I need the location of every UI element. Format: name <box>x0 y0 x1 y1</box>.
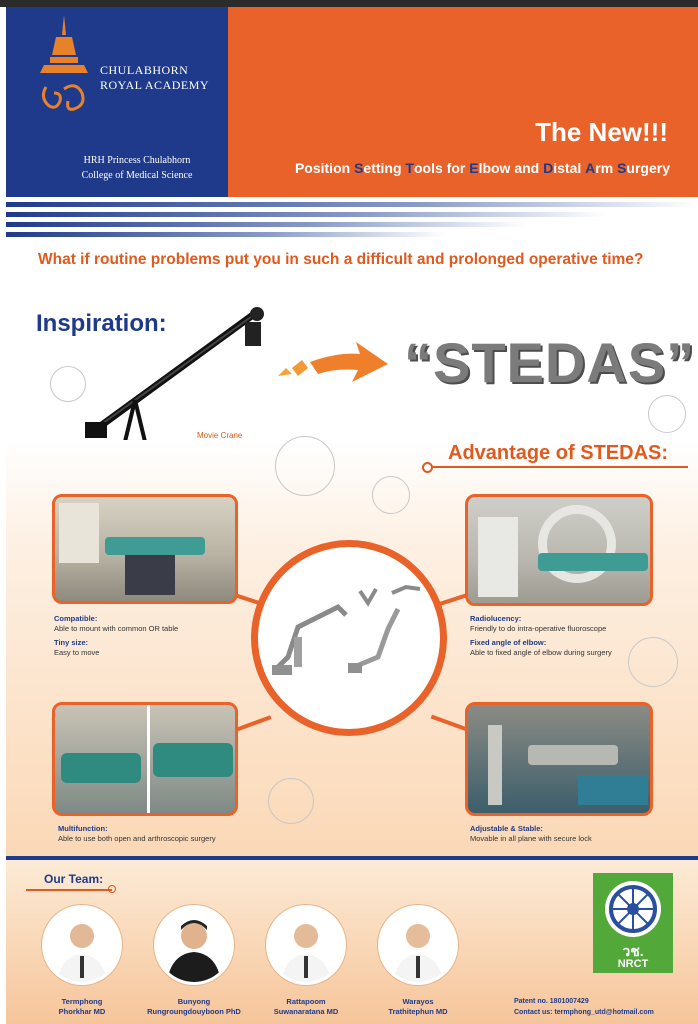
team-dot <box>108 885 116 893</box>
member-name <box>32 997 132 1017</box>
subtitle-part: etting <box>363 160 406 176</box>
college-line2: College of Medical Science <box>81 170 193 181</box>
crane-label: Movie Crane <box>197 431 243 440</box>
arm-sketch-icon <box>275 436 335 496</box>
hand-sketch-icon <box>648 395 686 433</box>
member-first-name: Warayos <box>402 997 434 1006</box>
member-last-name: Rungroungdouyboon PhD <box>147 1007 241 1016</box>
adjustable-photo <box>465 702 653 816</box>
contact-email: Contact us: termphong_utd@hotmail.com <box>514 1009 654 1016</box>
multi-title: Multifunction: <box>58 824 108 833</box>
member-first-name: Rattapoom <box>286 997 326 1006</box>
avatar <box>154 905 234 985</box>
elbow-sketch-icon <box>50 366 86 402</box>
radio-text: Friendly to do intra-operative fluoroscope <box>470 624 607 633</box>
adjustable-caption <box>470 824 592 844</box>
academy-logo-icon <box>36 15 92 125</box>
team-heading: Our Team: <box>44 872 104 886</box>
multifunction-photo <box>52 702 238 816</box>
subtitle-letter: A <box>585 160 596 176</box>
team-member <box>32 905 132 1017</box>
stedas-device-icon <box>258 547 440 729</box>
team-underline <box>26 889 112 891</box>
problem-question: What if routine problems put you in such a difficult and prolonged operative time? <box>38 251 644 268</box>
tiny-title: Tiny size: <box>54 638 89 647</box>
subtitle-letter: D <box>543 160 554 176</box>
subtitle-part: lbow and <box>478 160 544 176</box>
adjust-title: Adjustable & Stable: <box>470 824 543 833</box>
compatible-text: Able to mount with common OR table <box>54 624 179 633</box>
fluoroscope-photo <box>465 494 653 606</box>
member-last-name: Suwanaratana MD <box>273 1007 339 1016</box>
heading-dot <box>422 462 433 473</box>
heading-underline <box>426 466 688 468</box>
contact-info <box>514 996 654 1018</box>
member-first-name: Termphong <box>61 997 103 1006</box>
decorative-stripes <box>6 200 698 244</box>
multi-text: Able to use both open and arthroscopic surgery <box>58 834 216 843</box>
or-table-photo <box>52 494 238 604</box>
nrct-label: NRCT <box>617 958 649 970</box>
foot-sketch-icon <box>268 778 314 824</box>
subtitle-letter: T <box>405 160 414 176</box>
member-last-name: Trathitephun MD <box>388 1007 448 1016</box>
college-line1: HRH Princess Chulabhorn <box>83 155 191 166</box>
academy-panel <box>6 7 228 197</box>
stedas-device-circle <box>251 540 447 736</box>
radio-title: Radiolucency: <box>470 614 522 623</box>
member-first-name: Bunyong <box>177 997 211 1006</box>
academy-name <box>100 63 209 93</box>
subtitle-part: Position <box>294 160 355 176</box>
knee-sketch-icon <box>372 476 410 514</box>
hand-bones-sketch-icon <box>628 637 678 687</box>
avatar <box>42 905 122 985</box>
team-member <box>368 905 468 1017</box>
team-member <box>144 905 244 1017</box>
academy-line1: CHULABHORN <box>100 63 189 77</box>
product-name: “STEDAS” <box>404 331 696 394</box>
member-name <box>144 997 244 1017</box>
compatible-caption <box>54 614 178 658</box>
inspiration-heading: Inspiration: <box>36 310 167 337</box>
fixed-title: Fixed angle of elbow: <box>470 638 547 647</box>
avatar <box>266 905 346 985</box>
subtitle-letter: S <box>354 160 364 176</box>
fixed-text: Able to fixed angle of elbow during surgery <box>470 648 612 657</box>
radiolucency-caption <box>470 614 612 658</box>
subtitle-letter: S <box>617 160 627 176</box>
nrct-thai: วช. <box>622 943 644 959</box>
compatible-title: Compatible: <box>54 614 98 623</box>
member-last-name: Phorkhar MD <box>58 1007 106 1016</box>
advantage-heading: Advantage of STEDAS: <box>448 442 669 464</box>
member-name <box>256 997 356 1017</box>
subtitle-part: ools for <box>413 160 470 176</box>
subtitle-letter: E <box>469 160 479 176</box>
subtitle-part: istal <box>553 160 586 176</box>
multifunction-caption <box>58 824 216 844</box>
member-name <box>368 997 468 1017</box>
academy-line2: ROYAL ACADEMY <box>100 78 210 92</box>
nrct-logo <box>593 873 673 973</box>
subtitle <box>295 160 670 176</box>
headline: The New!!! <box>535 117 668 147</box>
arrow-right-icon <box>278 338 388 390</box>
college-name <box>62 153 212 183</box>
team-member <box>256 905 356 1017</box>
tiny-text: Easy to move <box>54 648 100 657</box>
patent-number: Patent no. 1801007429 <box>514 998 589 1005</box>
title-panel <box>228 7 698 197</box>
adjust-text: Movable in all plane with secure lock <box>470 834 592 843</box>
subtitle-part: rm <box>595 160 618 176</box>
avatar <box>378 905 458 985</box>
subtitle-part: urgery <box>626 160 670 176</box>
top-border <box>0 0 698 7</box>
